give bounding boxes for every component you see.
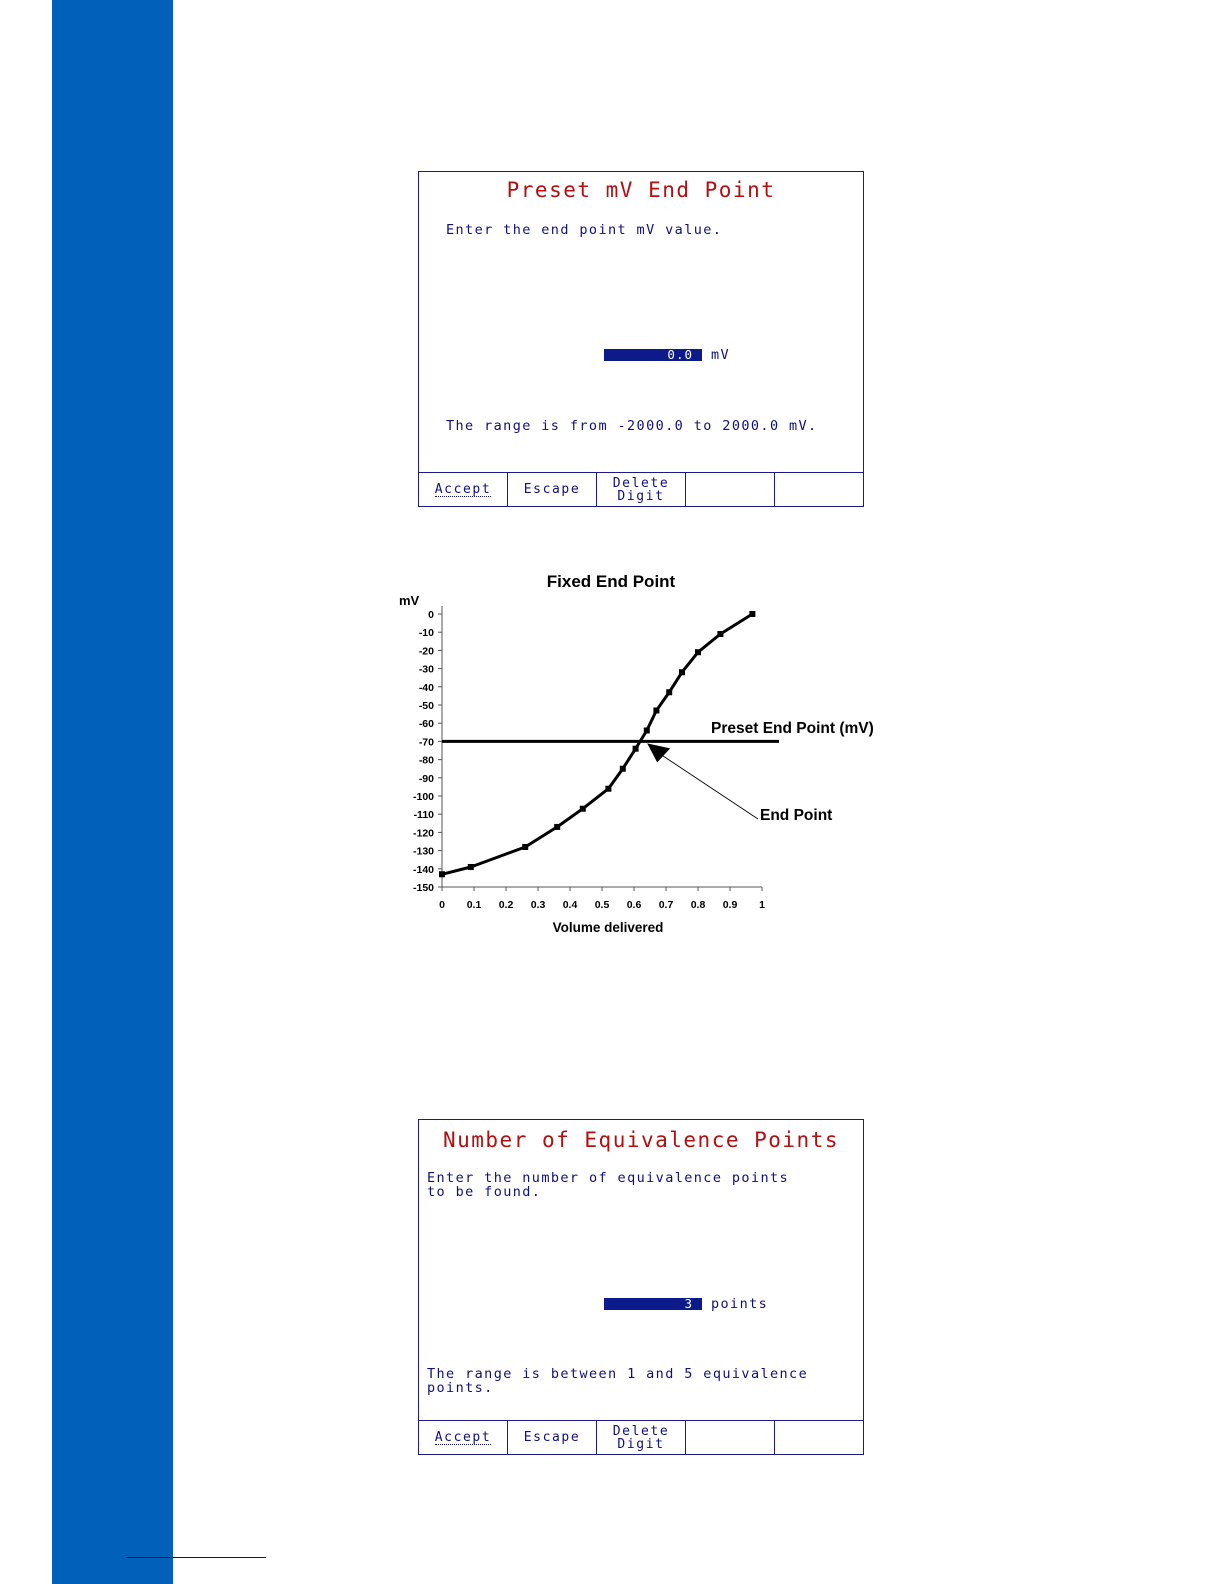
y-tick-label: -50 (418, 700, 434, 712)
plot-area (439, 611, 779, 877)
mv-value-input[interactable]: 0.0 (604, 349, 702, 361)
titration-curve (442, 614, 752, 874)
y-tick-label: -20 (418, 645, 434, 658)
delete-digit-button[interactable] (597, 1421, 686, 1454)
data-point (620, 766, 626, 772)
x-axis-label: Volume delivered (552, 920, 664, 935)
chart-title: Fixed End Point (546, 572, 676, 591)
screen-title: Preset mV End Point (506, 178, 776, 202)
y-tick-label: -100 (412, 791, 434, 803)
y-axis-label: mV (399, 593, 420, 608)
threshold-label: Preset End Point (mV) (711, 720, 874, 737)
data-point (554, 824, 560, 830)
y-tick-label: -30 (418, 663, 434, 676)
y-tick-label: -40 (418, 681, 434, 694)
x-tick-label: 0.9 (722, 899, 738, 911)
range-text-line1: The range is between 1 and 5 equivalence (427, 1366, 809, 1382)
prompt-text-line2: to be found. (427, 1184, 542, 1200)
data-point (679, 669, 685, 675)
sidebar-band (52, 0, 173, 1584)
softkey-4-blank[interactable] (686, 1421, 775, 1454)
preset-mv-end-point-screen (418, 171, 864, 507)
escape-label: Escape (523, 1430, 581, 1445)
y-tick-label: -70 (418, 736, 434, 749)
footnote-rule (126, 1557, 266, 1558)
softkey-5-blank[interactable] (775, 473, 863, 506)
escape-label: Escape (523, 482, 581, 497)
prompt-text-line1: Enter the number of equivalence points (427, 1170, 790, 1186)
y-tick-label: -150 (412, 882, 434, 894)
y-tick-label: -10 (418, 627, 434, 640)
data-point (439, 871, 445, 877)
prompt-text: Enter the end point mV value. (446, 222, 723, 238)
softkey-5-blank[interactable] (775, 1421, 863, 1454)
x-tick-label: 0.3 (530, 899, 546, 911)
data-point (580, 806, 586, 812)
y-tick-label: -130 (412, 845, 434, 858)
unit-label: mV (711, 347, 731, 363)
escape-button[interactable] (508, 1421, 597, 1454)
x-tick-label: 0.1 (466, 899, 482, 911)
digit-label: Digit (617, 488, 665, 504)
end-point-label: End Point (760, 807, 833, 824)
y-tick-label: -90 (418, 772, 434, 785)
x-tick-label: 0.6 (626, 899, 642, 911)
y-tick-label: -110 (413, 809, 434, 822)
equivalence-points-input[interactable]: 3 (604, 1298, 702, 1310)
accept-label: Accept (434, 1429, 492, 1445)
fixed-end-point-chart (380, 560, 900, 945)
accept-button[interactable] (419, 1421, 508, 1454)
softkey-4-blank[interactable] (686, 473, 775, 506)
data-point (653, 707, 659, 713)
unit-label: points (711, 1296, 769, 1312)
accept-label: Accept (434, 481, 492, 497)
x-tick-label: 0.7 (658, 899, 674, 911)
range-text: The range is from -2000.0 to 2000.0 mV. (446, 418, 818, 434)
y-tick-label: -80 (418, 754, 434, 767)
y-tick-label: -140 (412, 863, 434, 876)
data-point (633, 746, 639, 752)
y-tick-label: -120 (412, 827, 434, 840)
range-text-line2: points. (427, 1380, 494, 1396)
data-point (666, 689, 672, 695)
y-tick-label: 0 (428, 609, 434, 621)
escape-button[interactable] (508, 473, 597, 506)
data-point (749, 611, 755, 617)
data-point (695, 649, 701, 655)
delete-label: Delete (612, 1423, 670, 1439)
axes (438, 606, 762, 891)
x-tick-label: 0.8 (690, 899, 706, 911)
x-tick-label: 0.2 (498, 899, 514, 911)
data-point (717, 631, 723, 637)
digit-label: Digit (617, 1436, 665, 1452)
accept-button[interactable] (419, 473, 508, 506)
data-point (605, 786, 611, 792)
data-point (644, 727, 650, 733)
x-tick-label: 0.5 (594, 899, 610, 911)
delete-digit-button[interactable] (597, 473, 686, 506)
softkey-bar (419, 472, 863, 506)
x-tick-label: 0 (439, 899, 445, 911)
softkey-bar (419, 1420, 863, 1454)
x-tick-label: 1 (759, 899, 765, 911)
tick-labels (413, 609, 765, 911)
x-tick-label: 0.4 (562, 899, 578, 911)
delete-label: Delete (612, 475, 670, 491)
equivalence-points-screen (418, 1119, 864, 1455)
screen-title: Number of Equivalence Points (442, 1128, 839, 1152)
y-tick-label: -60 (418, 718, 434, 731)
data-point (522, 844, 528, 850)
end-point-arrow-head (647, 743, 670, 762)
data-point (468, 864, 474, 870)
end-point-arrow-line (662, 755, 758, 819)
